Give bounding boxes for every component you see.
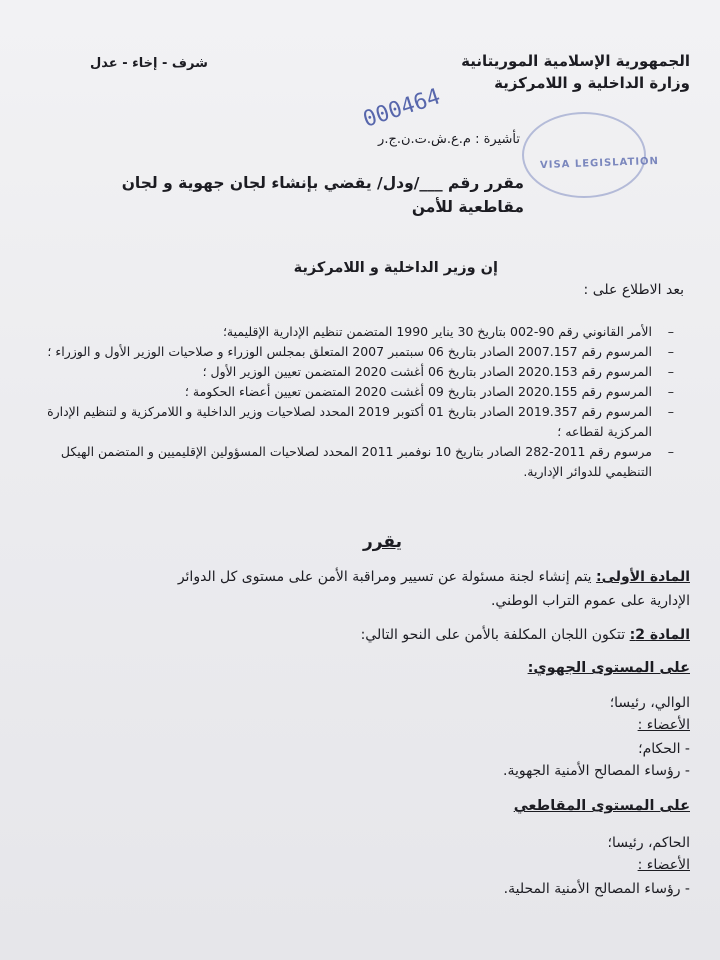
article1 <box>178 566 690 588</box>
article1-text-line2: الإدارية على عموم التراب الوطني. <box>490 593 690 609</box>
decision-title-line1: مقرر رقم ___/ودل/ يقضي بإنشاء لجان جهوية و لجان <box>121 174 524 192</box>
article2 <box>361 624 690 646</box>
article1-label: المادة الأولى: <box>596 569 690 585</box>
regional-level-heading: على المستوى الجهوي: <box>527 660 690 676</box>
reference-item: – المرسوم رقم 2019.357 الصادر بتاريخ 01 أكتوبر 2019 المحدد لصلاحيات وزير الداخلية و اللامركزية و لتنظيم الإدارة المركزية لقطاعه ؛ <box>47 404 674 439</box>
reference-item: – المرسوم رقم 2020.153 الصادر بتاريخ 06 أغشت 2020 المتضمن تعيين الوزير الأول ؛ <box>202 364 674 379</box>
district-member-item: - رؤساء المصالح الأمنية المحلية. <box>503 881 690 897</box>
decides-heading: يقرر <box>363 532 402 552</box>
reference-item: – الأمر القانوني رقم 90-002 بتاريخ 30 يناير 1990 المتضمن تنظيم الإدارية الإقليمية؛ <box>222 324 674 339</box>
regional-chair: الوالي، رئيسا؛ <box>609 695 690 711</box>
district-chair: الحاكم، رئيسا؛ <box>607 835 690 851</box>
regional-member-item: - الحكام؛ <box>638 741 690 757</box>
reference-item: – المرسوم رقم 2020.155 الصادر بتاريخ 09 أغشت 2020 المتضمن تعيين أعضاء الحكومة ؛ <box>184 384 674 399</box>
visa-line: تأشيرة : م.ع.ش.ت.ن.ج.ر <box>378 132 520 147</box>
reference-item: – المرسوم رقم 2007.157 الصادر بتاريخ 06 سبتمبر 2007 المتعلق بمجلس الوزراء و صلاحيات الوزير الأول و الوزراء ؛ <box>47 344 674 359</box>
district-members-label: الأعضاء : <box>637 857 690 873</box>
decision-title-line2: مقاطعية للأمن <box>411 198 524 216</box>
reference-item: – مرسوم رقم 2011-282 الصادر بتاريخ 10 نوفمبر 2011 المحدد لصلاحيات المسؤولين الإقليميين و المتضمن الهيكل التنظيمي للدوائر الإدارية. <box>60 444 674 479</box>
after-review-line: بعد الاطلاع على : <box>583 282 684 298</box>
article2-label: المادة 2: <box>629 627 690 643</box>
ministry-name: وزارة الداخلية و اللامركزية <box>494 74 690 92</box>
district-level-heading: على المستوى المقاطعي <box>513 798 690 814</box>
republic-name: الجمهورية الإسلامية الموريتانية <box>461 52 690 70</box>
references-list <box>34 322 674 482</box>
minister-line: إن وزير الداخلية و اللامركزية <box>293 260 498 276</box>
visa-stamp-text: VISA LEGISLATION <box>539 155 660 172</box>
article1-text-line1: يتم إنشاء لجنة مسئولة عن تسيير ومراقبة الأمن على مستوى كل الدوائر <box>177 569 592 585</box>
national-motto: شرف - إخاء - عدل <box>90 56 208 71</box>
regional-members-label: الأعضاء : <box>637 717 690 733</box>
registration-stamp-number: 000464 <box>360 84 444 133</box>
visa-stamp-icon <box>522 112 646 198</box>
article2-text: تتكون اللجان المكلفة بالأمن على النحو التالي: <box>360 627 626 643</box>
regional-member-item: - رؤساء المصالح الأمنية الجهوية. <box>503 763 690 779</box>
